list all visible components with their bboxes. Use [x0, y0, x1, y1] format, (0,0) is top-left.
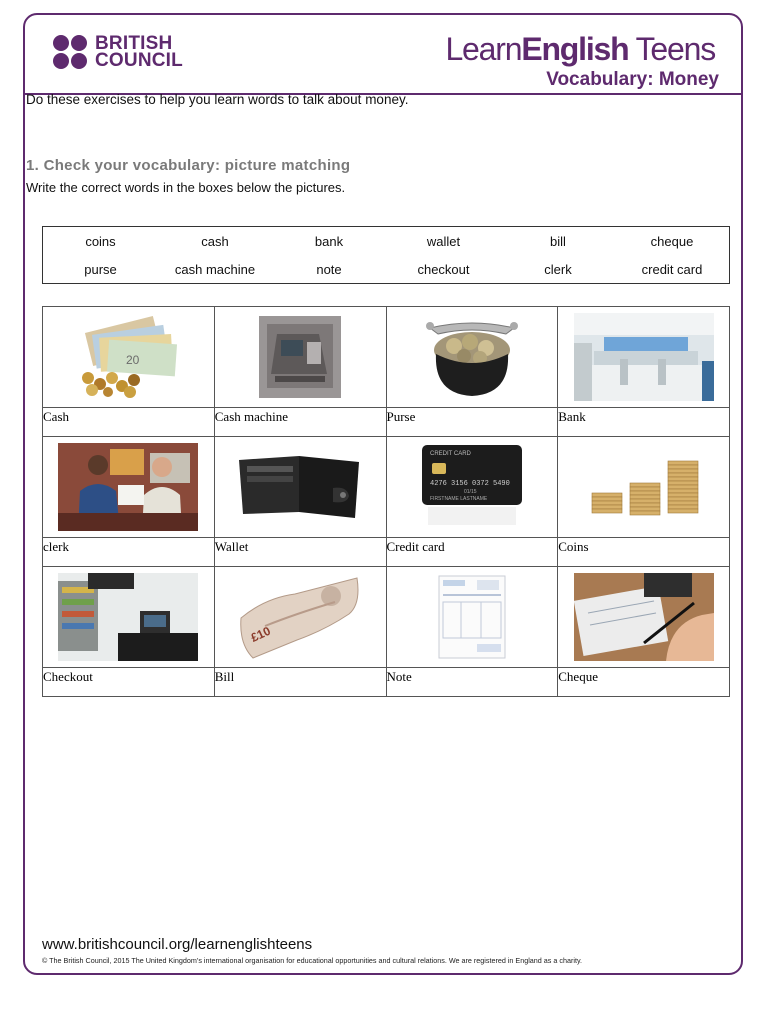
document-title: Vocabulary: Money — [546, 69, 719, 90]
cheque-writing-icon — [574, 573, 714, 661]
picture-cell — [214, 567, 386, 668]
intro-text: Do these exercises to help you learn words to talk about money. — [26, 92, 409, 107]
svg-text:20: 20 — [126, 353, 140, 367]
word-bank-item: bill — [550, 233, 566, 249]
picture-row — [43, 307, 730, 408]
wallet-icon — [235, 452, 365, 522]
word-bank-item: clerk — [544, 261, 572, 277]
picture-label: Coins — [558, 538, 730, 567]
credit-card-icon — [420, 443, 524, 531]
picture-cell — [558, 437, 730, 538]
banknotes-and-coins-icon — [68, 314, 188, 400]
picture-cell — [43, 567, 215, 668]
picture-label: clerk — [43, 538, 215, 567]
word-bank-item: wallet — [426, 233, 461, 249]
picture-row — [43, 437, 730, 538]
footer-copyright: © The British Council, 2015 The United Kingdom’s international organisation for educational opportunities and cultural relations. We are registered in England as a charity. — [42, 956, 583, 965]
ten-pound-note-icon — [235, 574, 365, 660]
picture-cell — [386, 437, 558, 538]
word-bank-item: purse — [84, 261, 117, 277]
picture-label: Credit card — [386, 538, 558, 567]
picture-label: Cheque — [558, 668, 730, 697]
picture-label: Wallet — [214, 538, 386, 567]
brand-suffix: Teens — [628, 31, 715, 67]
shop-checkout-icon — [58, 573, 198, 661]
logo-wordmark — [95, 35, 183, 69]
picture-cell — [43, 307, 215, 408]
british-council-dots-icon — [53, 35, 89, 69]
label-row — [43, 408, 730, 437]
cash-machine-icon — [255, 314, 345, 400]
bank-clerk-photo-icon — [58, 443, 198, 531]
word-bank-item: coins — [85, 233, 116, 249]
word-bank-item: cheque — [650, 233, 694, 249]
british-council-logo — [53, 35, 183, 69]
word-bank-item: credit card — [641, 261, 703, 277]
picture-cell — [558, 307, 730, 408]
word-bank-item: note — [316, 261, 342, 277]
word-bank-item: cash machine — [174, 261, 256, 277]
invoice-bill-icon — [437, 574, 507, 660]
picture-label: Note — [386, 668, 558, 697]
card-expiry: 01/15 — [463, 489, 477, 495]
purse-with-coins-icon — [412, 314, 532, 400]
learnenglish-teens-title — [445, 31, 715, 68]
picture-cell — [214, 437, 386, 538]
picture-cell — [43, 437, 215, 538]
card-number: 4276 3156 0372 5490 — [429, 480, 510, 488]
word-bank-item: checkout — [417, 261, 470, 277]
label-row — [43, 668, 730, 697]
note-value-text: £10 — [248, 623, 273, 645]
picture-cell — [558, 567, 730, 668]
picture-label: Bill — [214, 668, 386, 697]
picture-label: Cash — [43, 408, 215, 437]
brand-prefix: Learn — [445, 31, 522, 67]
logo-line-2: COUNCIL — [95, 50, 183, 71]
picture-label: Bank — [558, 408, 730, 437]
label-row — [43, 538, 730, 567]
picture-matching-grid — [42, 306, 730, 697]
picture-row — [43, 567, 730, 668]
picture-label: Checkout — [43, 668, 215, 697]
footer-url[interactable]: www.britishcouncil.org/learnenglishteens — [42, 936, 313, 953]
word-bank-item: bank — [314, 233, 344, 249]
picture-cell — [386, 567, 558, 668]
card-holder: FIRSTNAME LASTNAME — [429, 496, 488, 502]
picture-label: Cash machine — [214, 408, 386, 437]
section-heading: 1. Check your vocabulary: picture matching — [26, 157, 351, 174]
picture-label: Purse — [386, 408, 558, 437]
word-bank-item: cash — [201, 233, 229, 249]
card-title: CREDIT CARD — [429, 451, 471, 457]
picture-cell — [386, 307, 558, 408]
brand-bold: English — [521, 31, 629, 67]
bank-interior-icon — [574, 313, 714, 401]
word-bank — [42, 226, 730, 284]
logo-line-1: BRITISH — [95, 33, 173, 54]
section-instruction: Write the correct words in the boxes below the pictures. — [26, 180, 346, 195]
coin-stacks-icon — [584, 457, 704, 517]
picture-cell — [214, 307, 386, 408]
